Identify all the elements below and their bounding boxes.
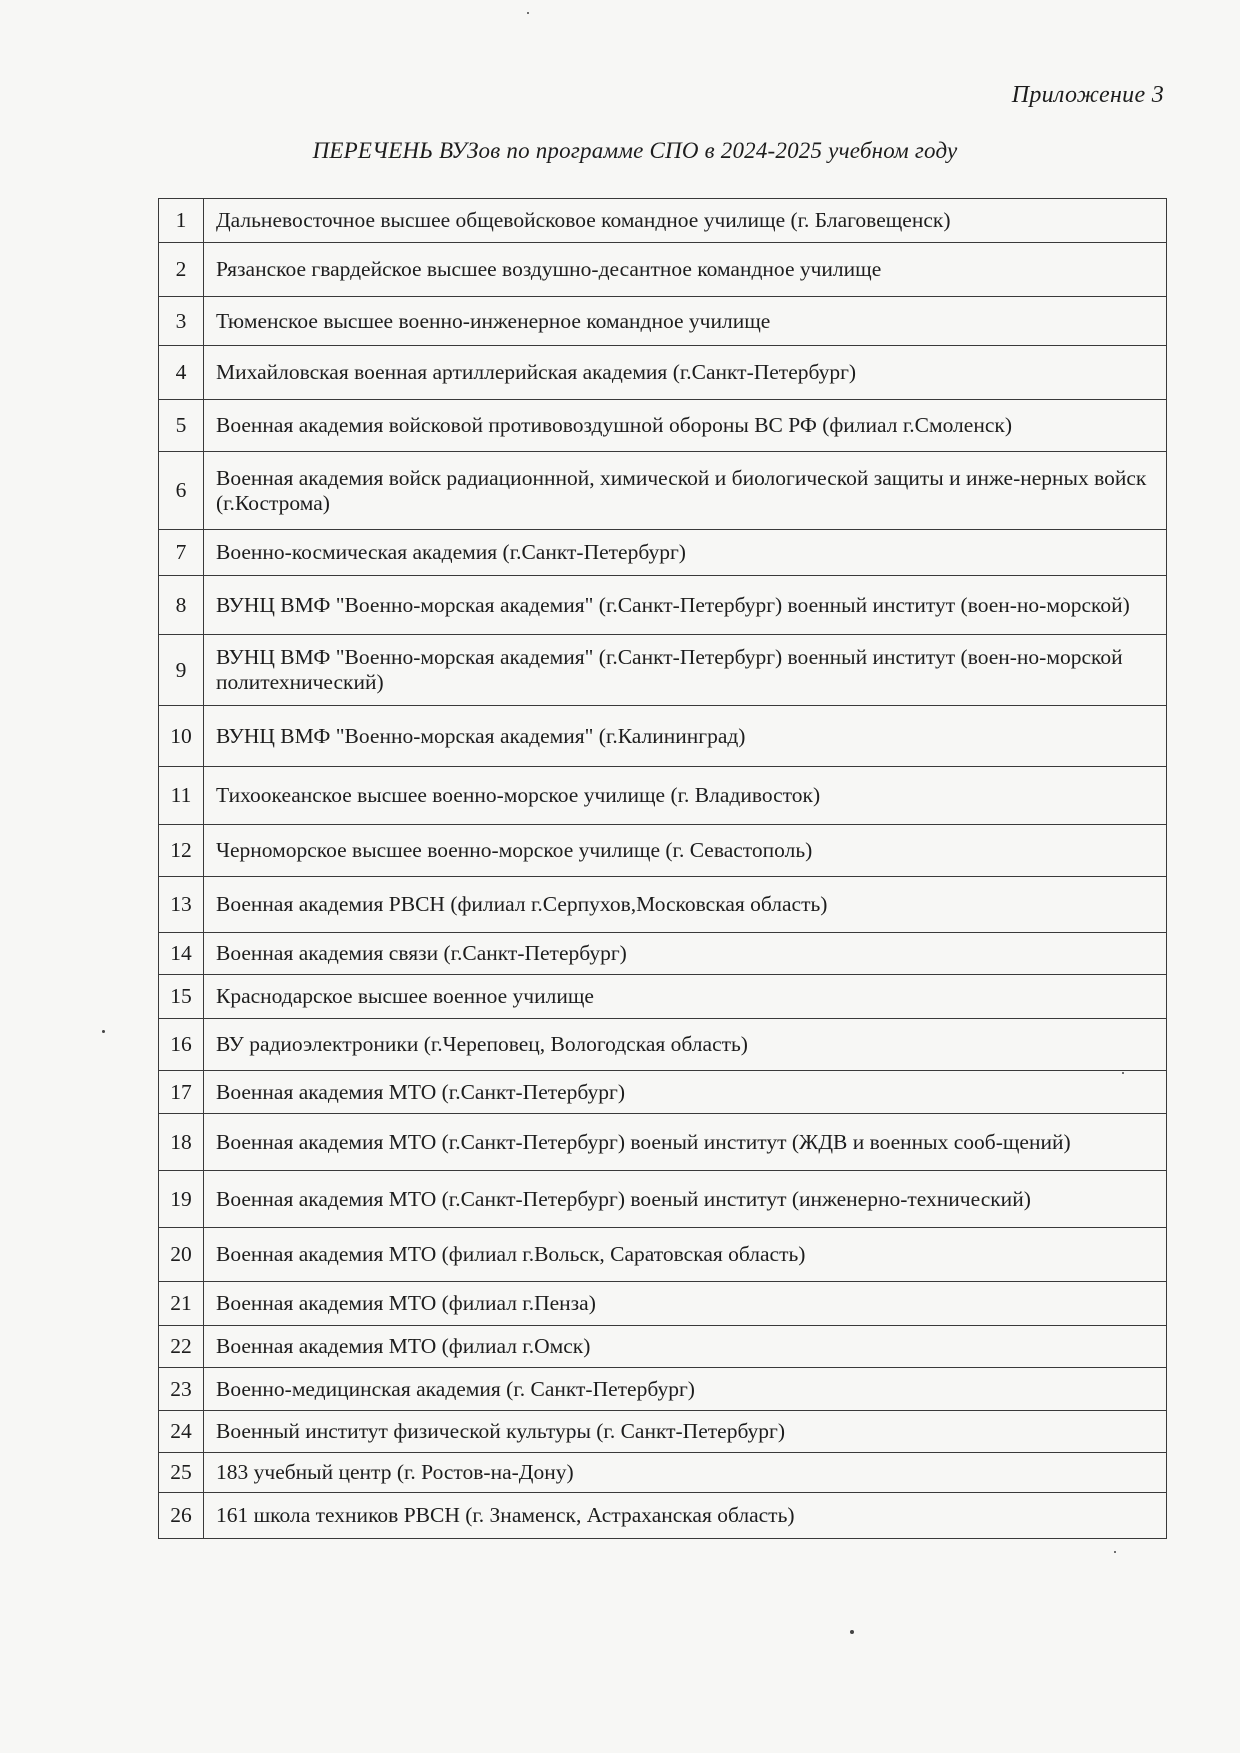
row-number: 11 — [159, 767, 204, 825]
table-row — [159, 767, 1167, 825]
institution-name: Военно-космическая академия (г.Санкт-Петербург) — [204, 530, 1167, 576]
table-row — [159, 1114, 1167, 1171]
row-number: 14 — [159, 933, 204, 975]
row-number: 3 — [159, 297, 204, 346]
table-row — [159, 1071, 1167, 1114]
scan-speck — [1114, 1551, 1116, 1553]
table-row — [159, 1326, 1167, 1368]
institution-name: Черноморское высшее военно-морское училище (г. Севастополь) — [204, 825, 1167, 877]
institution-name: Военный институт физической культуры (г. Санкт-Петербург) — [204, 1411, 1167, 1453]
table-row — [159, 1411, 1167, 1453]
institution-name: Дальневосточное высшее общевойсковое командное училище (г. Благовещенск) — [204, 199, 1167, 243]
row-number: 13 — [159, 877, 204, 933]
row-number: 17 — [159, 1071, 204, 1114]
institution-name: Военная академия МТО (филиал г.Вольск, Саратовская область) — [204, 1228, 1167, 1282]
row-number: 10 — [159, 706, 204, 767]
row-number: 2 — [159, 243, 204, 297]
row-number: 9 — [159, 635, 204, 706]
table-row — [159, 452, 1167, 530]
row-number: 8 — [159, 576, 204, 635]
row-number: 24 — [159, 1411, 204, 1453]
vuz-table — [158, 198, 1167, 1539]
institution-name: Михайловская военная артиллерийская академия (г.Санкт-Петербург) — [204, 346, 1167, 400]
row-number: 12 — [159, 825, 204, 877]
institution-name: Краснодарское высшее военное училище — [204, 975, 1167, 1019]
table-row — [159, 243, 1167, 297]
scan-speck — [1122, 1072, 1124, 1074]
institution-name: Рязанское гвардейское высшее воздушно-десантное командное училище — [204, 243, 1167, 297]
institution-name: Военная академия связи (г.Санкт-Петербург) — [204, 933, 1167, 975]
table-row — [159, 199, 1167, 243]
institution-name: Военная академия МТО (г.Санкт-Петербург) военый институт (инженерно-технический) — [204, 1171, 1167, 1228]
institution-name: Тюменское высшее военно-инженерное командное училище — [204, 297, 1167, 346]
appendix-label: Приложение 3 — [1011, 82, 1164, 108]
scan-speck — [102, 1030, 105, 1033]
row-number: 18 — [159, 1114, 204, 1171]
table-row — [159, 1019, 1167, 1071]
table-row — [159, 1493, 1167, 1539]
table-row — [159, 1282, 1167, 1326]
table-row — [159, 1171, 1167, 1228]
scan-speck — [850, 1630, 854, 1634]
table-row — [159, 1453, 1167, 1493]
row-number: 23 — [159, 1368, 204, 1411]
table-row — [159, 297, 1167, 346]
row-number: 1 — [159, 199, 204, 243]
table-row — [159, 576, 1167, 635]
institution-name: Военная академия войск радиационнной, химической и биологической защиты и инже-нерных войск (г.Кострома) — [204, 452, 1167, 530]
institution-name: ВУНЦ ВМФ "Военно-морская академия" (г.Калининград) — [204, 706, 1167, 767]
institution-name: ВУНЦ ВМФ "Военно-морская академия" (г.Санкт-Петербург) военный институт (воен-но-морской) — [204, 576, 1167, 635]
table-row — [159, 1228, 1167, 1282]
row-number: 7 — [159, 530, 204, 576]
table-row — [159, 933, 1167, 975]
row-number: 6 — [159, 452, 204, 530]
row-number: 25 — [159, 1453, 204, 1493]
table-row — [159, 975, 1167, 1019]
table-row — [159, 530, 1167, 576]
vuz-table-body — [159, 199, 1167, 1539]
institution-name: Военно-медицинская академия (г. Санкт-Петербург) — [204, 1368, 1167, 1411]
row-number: 5 — [159, 400, 204, 452]
table-row — [159, 1368, 1167, 1411]
institution-name: ВУ радиоэлектроники (г.Череповец, Вологодская область) — [204, 1019, 1167, 1071]
institution-name: Военная академия МТО (г.Санкт-Петербург) — [204, 1071, 1167, 1114]
institution-name: Военная академия МТО (г.Санкт-Петербург) военый институт (ЖДВ и военных сооб-щений) — [204, 1114, 1167, 1171]
institution-name: ВУНЦ ВМФ "Военно-морская академия" (г.Санкт-Петербург) военный институт (воен-но-морской политехнический) — [204, 635, 1167, 706]
institution-name: 161 школа техников РВСН (г. Знаменск, Астраханская область) — [204, 1493, 1167, 1539]
table-row — [159, 825, 1167, 877]
row-number: 26 — [159, 1493, 204, 1539]
row-number: 4 — [159, 346, 204, 400]
document-title: ПЕРЕЧЕНЬ ВУЗов по программе СПО в 2024-2025 учебном году — [312, 138, 958, 163]
table-row — [159, 635, 1167, 706]
row-number: 15 — [159, 975, 204, 1019]
institution-name: Военная академия МТО (филиал г.Пенза) — [204, 1282, 1167, 1326]
row-number: 22 — [159, 1326, 204, 1368]
institution-name: Военная академия МТО (филиал г.Омск) — [204, 1326, 1167, 1368]
row-number: 16 — [159, 1019, 204, 1071]
row-number: 21 — [159, 1282, 204, 1326]
institution-name: Военная академия РВСН (филиал г.Серпухов,Московская область) — [204, 877, 1167, 933]
table-row — [159, 346, 1167, 400]
institution-name: Тихоокеанское высшее военно-морское училище (г. Владивосток) — [204, 767, 1167, 825]
table-row — [159, 706, 1167, 767]
table-row — [159, 877, 1167, 933]
row-number: 20 — [159, 1228, 204, 1282]
row-number: 19 — [159, 1171, 204, 1228]
institution-name: Военная академия войсковой противовоздушной обороны ВС РФ (филиал г.Смоленск) — [204, 400, 1167, 452]
institution-name: 183 учебный центр (г. Ростов-на-Дону) — [204, 1453, 1167, 1493]
table-row — [159, 400, 1167, 452]
scan-speck — [527, 12, 529, 14]
